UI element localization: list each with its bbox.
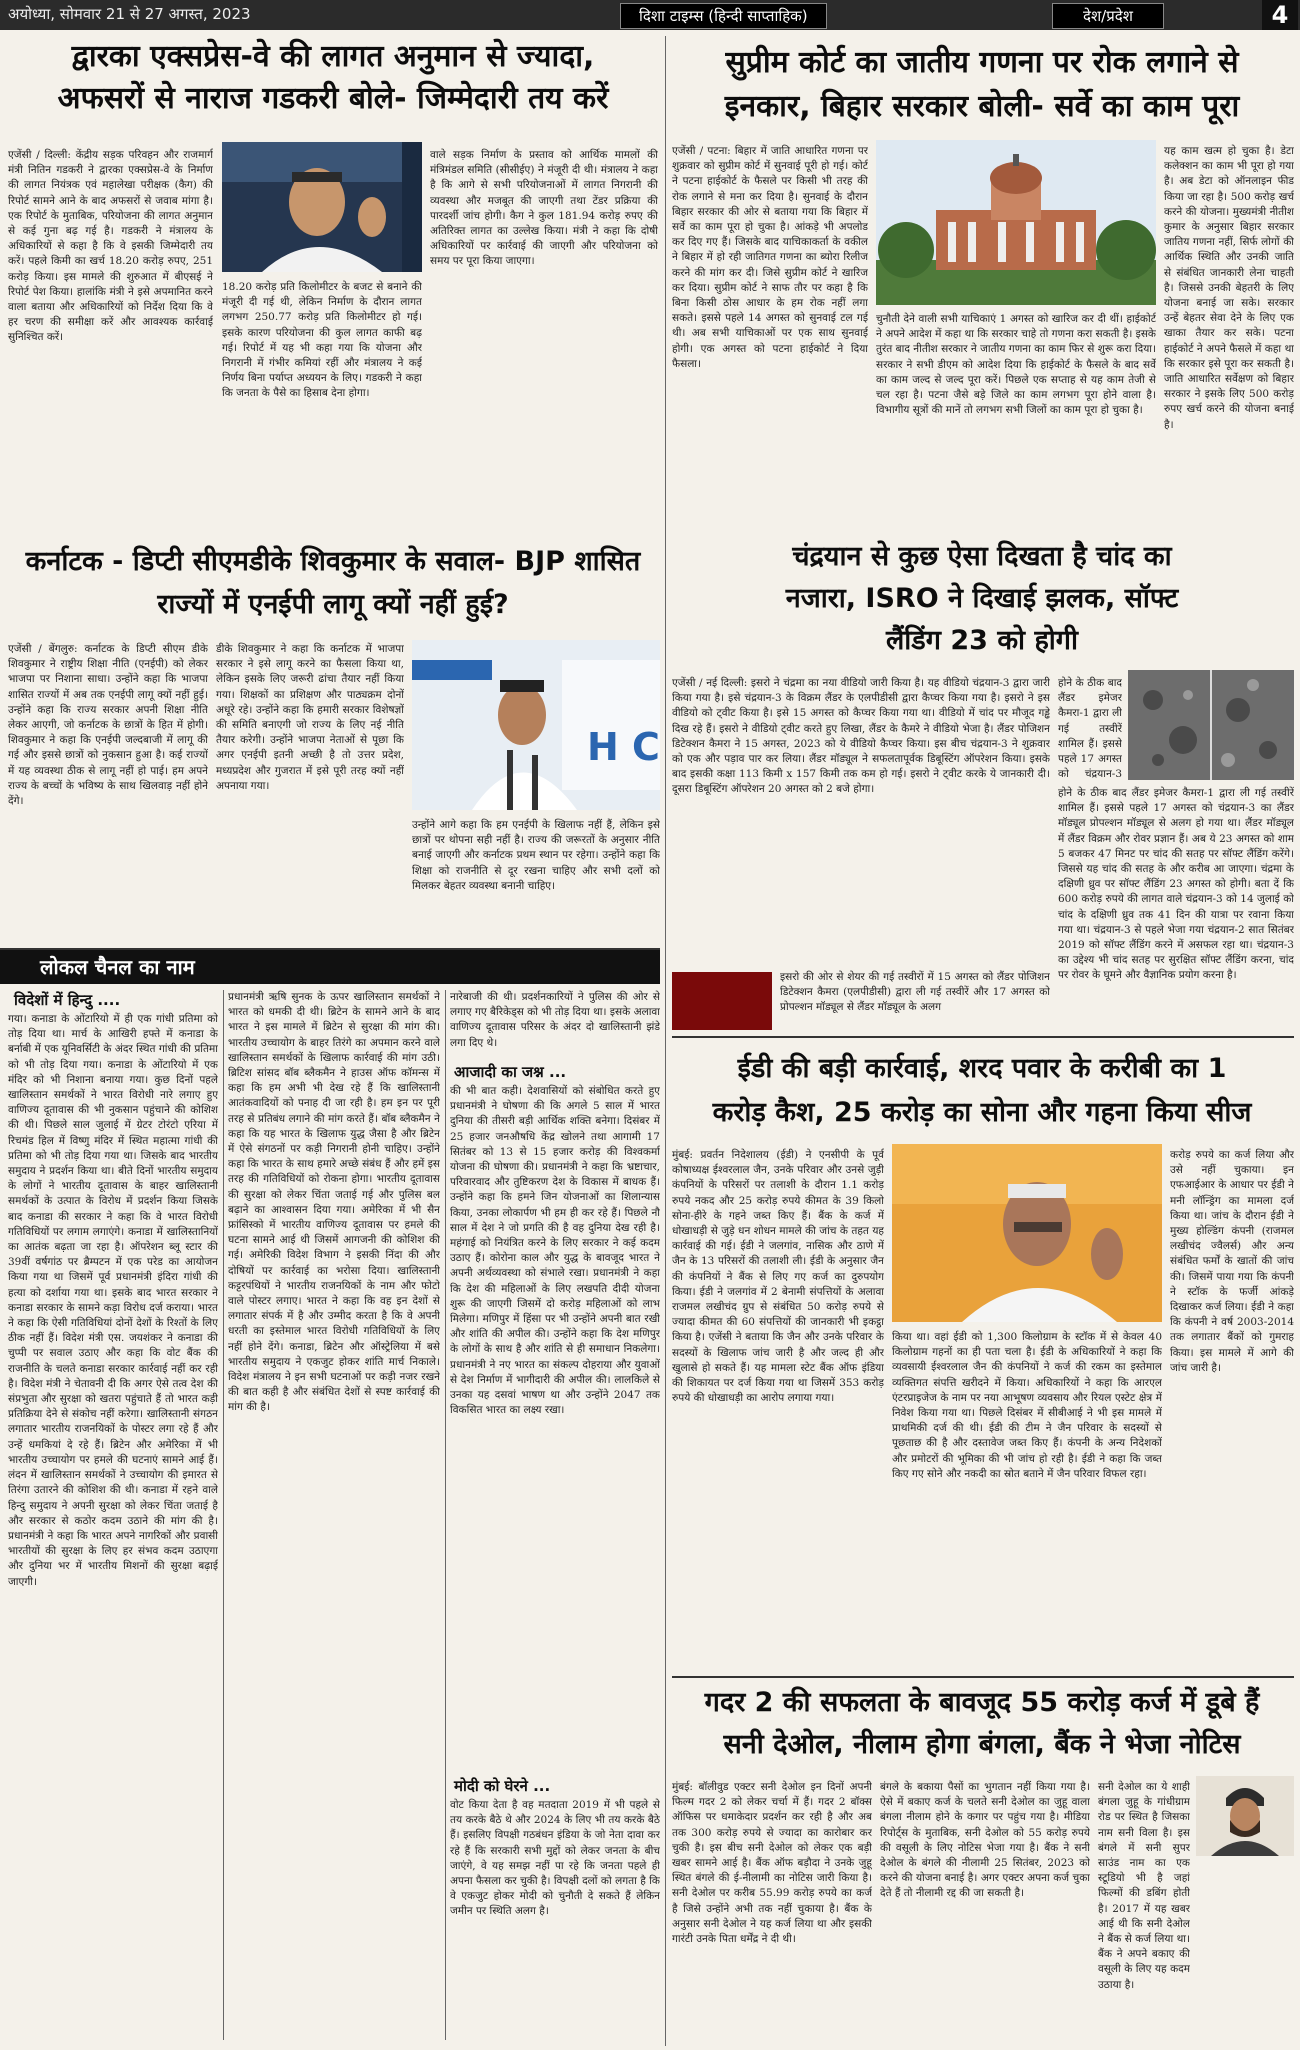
karnataka-body-col2: डीके शिवकुमार ने कहा कि कर्नाटक में भाजपा सरकार ने इसे लागू करने का फैसला किया था, लेकिन इसके लिए जरूरी ढांचा तैयार नहीं किया गया। शिक्षकों का प्रशिक्षण और पाठ्यक्रम दोनों अधूरे रहे। उन्होंने कहा कि हमारी सरकार विशेषज्ञों की समिति बनाएगी जो राज्य के लिए नई नीति तैयार करेगी। उन्होंने भाजपा नेताओं से पूछा कि अगर एनईपी इतनी अच्छी है तो उत्तर प्रदेश, मध्यप्रदेश और गुजरात में इसे पूरी तरह क्यों नहीं अपनाया गया। <box>216 643 404 792</box>
masthead-section: देश/प्रदेश <box>1052 3 1164 29</box>
dwarka-headline-line2: अफसरों से नाराज गडकरी बोले- जिम्मेदारी तय करें <box>57 81 609 116</box>
azadi-subhead: आजादी का जश्न ... <box>454 1063 567 1081</box>
ed-body-col1: मुंबई: प्रवर्तन निदेशालय (ईडी) ने एनसीपी के पूर्व कोषाध्यक्ष ईश्वरलाल जैन, उनके परिवार और उनसे जुड़ी कंपनियों के परिसरों पर तलाशी के दौरान 1.1 करोड़ रुपये नकद और 25 करोड़ रुपये कीमत के 39 किलो सोना-हीरे के गहने जब्त किए हैं। बैंक के कर्ज में धोखाधड़ी से जुड़े धन शोधन मामले की जांच के तहत यह कार्रवाई की गई। ईडी ने जलगांव, नासिक और ठाणे में जैन के 13 परिसरों की तलाशी ली। ईडी के अनुसार जैन की कंपनियों ने बैंक से लिए गए कर्ज का दुरुपयोग किया। ईडी ने जलगांव में 2 बेनामी संपत्तियों के अलावा राजमल लखीचंद ग्रुप से संबंधित 50 करोड़ रुपये से ज्यादा कीमत की 60 संपत्तियों की जानकारी भी इकट्ठा किया है। एजेंसी ने बताया कि जैन और उनके परिवार के सदस्यों के खिलाफ जांच जारी है और जल्द ही और खुलासे हो सकते हैं। यह मामला स्टेट बैंक ऑफ इंडिया की शिकायत पर दर्ज किया गया था जिसमें 353 करोड़ रुपये की धोखाधड़ी का आरोप लगाया गया। <box>672 1149 884 1405</box>
masthead-paper-name: दिशा टाइम्स (हिन्दी साप्ताहिक) <box>620 3 827 29</box>
karnataka-body-col3: उन्होंने आगे कहा कि हम एनईपी के खिलाफ नहीं हैं, लेकिन इसे छात्रों पर थोपना सही नहीं है। राज्य की जरूरतों के अनुसार नीति बनाई जाएगी और कर्नाटक प्रथम स्थान पर रहेगा। उन्होंने कहा कि शिक्षा को राजनीति से दूर रखना चाहिए और सभी दलों को मिलकर बेहतर व्यवस्था बनानी चाहिए। <box>412 819 660 892</box>
sunny-body-col2: बंगले के बकाया पैसों का भुगतान नहीं किया गया है। ऐसे में बकाए कर्ज के चलते सनी देओल का जुहू वाला बंगला नीलाम होने के कगार पर पहुंच गया है। मीडिया रिपोर्ट्स के मुताबिक, सनी देओल को 55 करोड़ रुपये की वसूली के लिए नोटिस भेजा गया है। बैंक ने सनी देओल के बंगले की नीलामी 25 सितंबर, 2023 को करने की योजना बनाई है। अगर एक्टर अपना कर्ज चुका देते हैं तो नीलामी रद्द की जा सकती है। <box>880 1781 1090 1900</box>
azadi-body: की भी बात कही। देशवासियों को संबोधित करते हुए प्रधानमंत्री ने घोषणा की कि अगले 5 साल में भारत दुनिया की तीसरी बड़ी आर्थिक शक्ति बनेगा। दिसंबर में 25 हजार जनऔषधि केंद्र खोलने तथा आगामी 17 सितंबर को 13 से 15 हजार करोड़ की विश्वकर्मा योजना की घोषणा की। प्रधानमंत्री ने कहा कि भ्रष्टाचार, परिवारवाद और तुष्टिकरण देश के विकास में बाधक हैं। उन्होंने कहा कि हमने जिन योजनाओं का शिलान्यास किया, उनका लोकार्पण भी हम ही कर रहे हैं। पिछले नौ साल में देश ने जो प्रगति की है वह दुनिया देख रही है। महंगाई को नियंत्रित करने के लिए सरकार ने कई कदम उठाए हैं। कोरोना काल और युद्ध के बावजूद भारत ने अपनी अर्थव्यवस्था को संभाले रखा। प्रधानमंत्री ने कहा कि देश की महिलाओं के लिए लखपति दीदी योजना शुरू की जाएगी जिसमें दो करोड़ महिलाओं को लाभ मिलेगा। मणिपुर में हिंसा पर भी उन्होंने अपनी बात रखी और शांति की अपील की। उन्होंने कहा कि देश मणिपुर के लोगों के साथ है और शांति से ही समाधान निकलेगा। प्रधानमंत्री ने नए भारत का संकल्प दोहराया और युवाओं से देश निर्माण में भागीदारी की अपील की। लालकिले से उनका यह दसवां भाषण था और उन्होंने 2047 तक विकसित भारत का लक्ष्य रखा। <box>450 1085 660 1417</box>
modi-body: वोट किया देता है वह मतदाता 2019 में भी पहले से तय करके बैठे थे और 2024 के लिए भी तय करके बैठे हैं। इसलिए विपक्षी गठबंधन इंडिया के जो नेता दावा कर रहे हैं कि सरकारी सभी मुद्दों को लेकर जनता के बीच जाएंगे, वे यह समझ नहीं पा रहे कि जनता पहले ही अपना फैसला कर चुकी है। विपक्षी दलों को लगता है कि वे एकजुट होकर मोदी को चुनौती दे सकते हैं लेकिन जमीन पर स्थिति अलग है। <box>450 1799 660 1918</box>
dwarka-body-col1: एजेंसी / दिल्ली: केंद्रीय सड़क परिवहन और राजमार्ग मंत्री नितिन गडकरी ने द्वारका एक्सप्रेस-वे के निर्माण की लागत नियंत्रक एवं महालेखा परीक्षक (कैग) की रिपोर्ट सामने आने के बाद अफसरों से जवाब मांगा है। एक रिपोर्ट के मुताबिक, परियोजना की लागत अनुमान से कई गुना बढ़ गई है। गडकरी ने मंत्रालय के अधिकारियों से कहा है कि वे इसकी जिम्मेदारी तय करें। पहले किमी का खर्च 18.20 करोड़ रुपए, 251 करोड़ किया। इस मामले की शुरुआत में बीएसई ने रिपोर्ट पेश किया। हालांकि मंत्री ने इसे अपमानित करने वाला बताया और अधिकारियों को निर्देश दिया कि वे हर चरण की समीक्षा करें और आवश्यक कार्रवाई सुनिश्चित करें। <box>8 149 213 344</box>
dwarka-body-col3: वाले सड़क निर्माण के प्रस्ताव को आर्थिक मामलों की मंत्रिमंडल समिति (सीसीईए) ने मंजूरी दी थी। मंत्रालय ने कहा है कि आगे से सभी परियोजनाओं में लागत निगरानी की व्यवस्था और मजबूत की जाएगी तथा टेंडर प्रक्रिया की पारदर्शी जांच होगी। कैग ने कुल 181.94 करोड़ रुपए की अतिरिक्त लागत का उल्लेख किया। मंत्री ने कहा कि दोषी अधिकारियों पर कार्रवाई की जाएगी और परियोजना को समय पर पूरा किया जाएगा। <box>430 149 658 268</box>
khalistan-body-col3: नारेबाजी की थी। प्रदर्शनकारियों ने पुलिस की ओर से लगाए गए बैरिकेड्स को भी तोड़ दिया था। इसके अलावा वाणिज्य दूतावास परिसर के अंदर दो खालिस्तानी झंडे लगा दिए थे। <box>450 991 660 1049</box>
sc-headline-line1: सुप्रीम कोर्ट का जातीय गणना पर रोक लगाने से <box>725 45 1239 80</box>
dwarka-headline-line1: द्वारका एक्सप्रेस-वे की लागत अनुमान से ज्यादा, <box>71 39 595 74</box>
svg-text:H C: H C <box>587 725 660 769</box>
sunny-headline-line2: सनी देओल, नीलाम होगा बंगला, बैंक ने भेजा नोटिस <box>723 1729 1241 1760</box>
ed-headline-line2: करोड़ कैश, 25 करोड़ का सोना और गहना किया सीज <box>712 1097 1252 1128</box>
ed-pawar-photo <box>892 1144 1162 1322</box>
column-divider <box>665 36 666 2046</box>
sc-court-photo <box>876 140 1156 305</box>
karnataka-headline-line2: राज्यों में एनईपी लागू क्यों नहीं हुई? <box>157 589 509 620</box>
advert-block <box>672 972 772 1030</box>
chandrayaan-headline-line3: लैंडिंग 23 को होगी <box>886 625 1078 656</box>
column-divider <box>445 990 446 2040</box>
dwarka-body-col2: 18.20 करोड़ प्रति किलोमीटर के बजट से बनाने की मंजूरी दी गई थी, लेकिन निर्माण के दौरान लागत लगभग 250.77 करोड़ प्रति किलोमीटर हो गई। इसके कारण परियोजना की कुल लागत काफी बढ़ गई। रिपोर्ट में यह भी कहा गया कि योजना और निगरानी में गंभीर कमियां रहीं और मंत्रालय ने कई निर्णय बिना पर्याप्त अध्ययन के लिए। गडकरी ने कहा कि जनता के पैसे का हिसाब देना होगा। <box>222 281 422 400</box>
chandrayaan-body-col1: एजेंसी / नई दिल्ली: इसरो ने चंद्रमा का नया वीडियो जारी किया है। यह वीडियो चंद्रयान-3 द्वारा जारी किया गया है। इसे चंद्रयान-3 के विक्रम लैंडर के एलपीडीसी द्वारा कैप्चर किया गया है। इसरो ने इस वीडियो को ट्वीट किया है। इसे 15 अगस्त को कैप्चर किया गया था। वीडियो में चांद पर मौजूद गड्ढे दिख रहे हैं। इसरो ने वीडियो ट्वीट करते हुए लिखा, लैंडर के कैमरे ने वीडियो भेजा है। लैंडर पोजिशन डिटेक्शन कैमरा ने 15 अगस्त, 2023 को ये वीडियो कैप्चर किया। इस बीच चंद्रयान-3 ने शुक्रवार को एक और पड़ाव पार कर लिया। लैंडर मॉड्यूल ने सफलतापूर्वक डिबूस्टिंग ऑपरेशन किया। इसके बाद इसकी कक्षा 113 किमी x 157 किमी तक कम हो गई। इसरो ने ट्वीट करके ये जानकारी दी। दूसरा डिबूस्टिंग ऑपरेशन 20 अगस्त को 2 बजे होगा। <box>672 677 1050 796</box>
sunny-body-col3: सनी देओल का ये शाही बंगला जुहू के गांधीग्राम रोड पर स्थित है जिसका नाम सनी विला है। इस बंगले में सनी सुपर साउंड नाम का एक स्टूडियो भी है जहां फिल्मों की डबिंग होती है। 2017 में यह खबर आई थी कि सनी देओल ने बैंक से कर्ज लिया था। बैंक ने अपने बकाए की वसूली के लिए यह कदम उठाया है। <box>1098 1781 1190 1991</box>
chandrayaan-headline-line1: चंद्रयान से कुछ ऐसा दिखता है चांद का <box>792 541 1172 572</box>
section-bar: लोकल चैनल का नाम <box>0 950 660 984</box>
sc-body-col2: चुनौती देने वाली सभी याचिकाएं 1 अगस्त को खारिज कर दी थीं। हाईकोर्ट ने अपने आदेश में कहा था कि सरकार चाहे तो गणना करा सकती है। इसके तुरंत बाद नीतीश सरकार ने जातीय गणना का काम फिर से शुरू करा दिया। सरकार ने सभी डीएम को आदेश दिया कि हाईकोर्ट के फैसले के बाद सर्वे का काम जल्द से जल्द पूरा करें। पिछले एक सप्ताह से यह काम तेजी से चल रहा है। पटना जैसे बड़े जिले का काम लगभग पूरा होने वाला है। विभागीय सूत्रों की मानें तो लगभग सभी जिलों का काम पूरा हो चुका है। <box>876 313 1156 417</box>
section-rule <box>672 1036 1294 1038</box>
sc-body-col1: एजेंसी / पटना: बिहार में जाति आधारित गणना पर शुक्रवार को सुप्रीम कोर्ट में सुनवाई पूरी हो गई। कोर्ट ने पटना हाईकोर्ट के फैसले पर किसी भी तरह की रोक लगाने से मना कर दिया है। सुनवाई के दौरान बिहार सरकार की ओर से बताया गया कि बिहार में सर्वे का काम पूरा हो चुका है। आंकड़े भी अपलोड कर दिए गए हैं। जिसके बाद याचिकाकर्ता के वकील ने बिहार में हो रही जातिगत गणना का ब्योरा रिलीज करने की मांग कर दी। जिसे सुप्रीम कोर्ट ने खारिज कर दिया। सुप्रीम कोर्ट ने साफ तौर पर कहा है कि बिना किसी ठोस आधार के हम रोक नहीं लगा सकते। इससे पहले 14 अगस्त को सुनवाई टल गई थी। अब सभी याचिकाओं पर एक साथ सुनवाई होगी। एक अगस्त को पटना हाईकोर्ट ने दिया फैसला। <box>672 145 868 370</box>
sunny-deol-photo <box>1196 1776 1294 1856</box>
page-number: 4 <box>1262 0 1298 30</box>
ed-body-col2: किया था। वहां ईडी को 1,300 किलोग्राम के स्टॉक में से केवल 40 किलोग्राम गहनों का ही पता चला है। ईडी के अधिकारियों ने कहा कि व्यवसायी ईश्वरलाल जैन की कंपनियों ने कर्ज की रकम का इस्तेमाल व्यक्तिगत संपत्ति खरीदने में किया। अधिकारियों ने कहा कि आरएल एंटरप्राइजेज के नाम पर नया आभूषण व्यवसाय और रियल एस्टेट क्षेत्र में निवेश किया गया था। पिछले दिसंबर में सीबीआई ने भी इस मामले में प्राथमिकी दर्ज की थी। ईडी की टीम ने जैन परिवार के सदस्यों से पूछताछ की है और दस्तावेज जब्त किए हैं। कंपनी के अन्य निदेशकों और प्रमोटरों की भूमिका की भी जांच हो रही है। ईडी ने कहा कि जब्त किए गए सोने और नकदी का स्रोत बताने में जैन परिवार विफल रहा। <box>892 1331 1162 1480</box>
khalistan-body-col1: गया। कनाडा के ओंटारियो में ही एक गांधी प्रतिमा को तोड़ दिया था। मार्च के आखिरी हफ्ते में कनाडा के बर्नाबी में एक यूनिवर्सिटी के अंदर स्थित गांधी की प्रतिमा को भी तोड़ दिया गया। कनाडा के ओंटारियो में एक मंदिर को भी निशाना बनाया गया। कुछ दिनों पहले खालिस्तान समर्थकों ने भारत विरोधी नारे लगाए हुए वाणिज्य दूतावास की भी नुकसान पहुंचाने की कोशिश की थी। पिछले साल जुलाई में ग्रेटर टोरंटो एरिया में रिचमंड हिल में विष्णु मंदिर में स्थित महात्मा गांधी की प्रतिमा को भी तोड़ दिया गया था। जिसके बाद भारतीय समुदाय ने प्रदर्शन किया था। बीते दिनों भारतीय समुदाय के लोगों ने भारतीय दूतावास के बाहर खालिस्तानी समर्थकों के उत्पात के विरोध में प्रदर्शन किया जिसके बाद कनाडा की सरकार ने कहा कि वे भारत विरोधी गतिविधियों पर लगाम लगाएंगे। कनाडा में खालिस्तानियों का आतंक बढ़ता जा रहा है। ऑपरेशन ब्लू स्टार की 39वीं वर्षगांठ पर ब्रैम्पटन में एक परेड का आयोजन किया गया था जिसमें पूर्व प्रधानमंत्री इंदिरा गांधी की हत्या को दर्शाया गया था। इसके बाद भारत सरकार ने कनाडा सरकार के सामने कड़ा विरोध दर्ज कराया। भारत ने कहा कि ऐसी गतिविधियां दोनों देशों के रिश्तों के लिए ठीक नहीं हैं। विदेश मंत्री एस. जयशंकर ने कनाडा की चुप्पी पर सवाल उठाए और कहा कि वोट बैंक की राजनीति के चलते कनाडा सरकार कार्रवाई नहीं कर रही है। विदेश मंत्री ने चेतावनी दी कि अगर ऐसे तत्व देश की संप्रभुता और सुरक्षा को खतरा पहुंचाते हैं तो भारत कड़ी प्रतिक्रिया देने से संकोच नहीं करेगा। खालिस्तानी संगठन लगातार भारतीय राजनयिकों के पोस्टर लगा रहे हैं और उन्हें धमकियां दे रहे हैं। ब्रिटेन और अमेरिका में भी भारतीय उच्चायोग पर हमले की घटनाएं सामने आई हैं। लंदन में खालिस्तान समर्थकों ने उच्चायोग की इमारत से तिरंगा उतारने की कोशिश की थी। कनाडा में रहने वाले हिन्दु समुदाय ने अपनी सुरक्षा को लेकर चिंता जताई है और सरकार से कठोर कदम उठाने की मांग की है। प्रधानमंत्री ने कहा कि भारत अपने नागरिकों और प्रवासी भारतीयों की सुरक्षा के लिए हर संभव कदम उठाएगा और दुनिया भर में भारतीय मिशनों की सुरक्षा बढ़ाई जाएगी। <box>8 1013 218 1588</box>
chandrayaan-body-col3: इसरो की ओर से शेयर की गई तस्वीरों में 15 अगस्त को लैंडर पोजिशन डिटेक्शन कैमरा (एलपीडीसी) द्वारा ली गई तस्वीरें और 17 अगस्त को प्रोपल्शन मॉड्यूल से लैंडर मॉड्यूल के अलग <box>780 971 1050 1014</box>
dwarka-gadkari-photo <box>222 142 422 272</box>
sc-headline-line2: इनकार, बिहार सरकार बोली- सर्वे का काम पूरा <box>724 89 1240 124</box>
karnataka-shivakumar-photo <box>412 640 660 810</box>
karnataka-body-col1: एजेंसी / बेंगलुरु: कर्नाटक के डिप्टी सीएम डीके शिवकुमार ने राष्ट्रीय शिक्षा नीति (एनईपी) को लेकर भाजपा पर निशाना साधा। उन्होंने कहा कि भाजपा शासित राज्यों में अब तक एनईपी लागू क्यों नहीं हुई। उन्होंने कहा कि राज्य सरकार अपनी शिक्षा नीति लेकर आएगी, जो कर्नाटक के छात्रों के हित में होगी। शिवकुमार ने कहा कि एनईपी जल्दबाजी में लागू की गई और इससे छात्रों को नुकसान हुआ है। कई राज्यों में यह व्यवस्था ठीक से लागू नहीं हो पाई। हम अपने राज्य के बच्चों के भविष्य के साथ खिलवाड़ नहीं होने देंगे। <box>8 643 208 808</box>
column-divider <box>223 990 224 2040</box>
sc-body-col3: यह काम खत्म हो चुका है। डेटा कलेक्शन का काम भी पूरा हो गया है। अब डेटा को ऑनलाइन फीड किया जा रहा है। 500 करोड़ खर्च करने की योजना। मुख्यमंत्री नीतीश कुमार के अनुसार बिहार सरकार जातिय गणना नहीं, सिर्फ लोगों की आर्थिक स्थिति और उनकी जाति से संबंधित जानकारी लेना चाहती है। जिससे उनकी बेहतरी के लिए योजना बनाई जा सके। सरकार उन्हें बेहतर सेवा देने के लिए एक खाका तैयार कर सके। पटना हाईकोर्ट ने अपने फैसले में कहा था कि सरकार इसे पूरा कर सकती है। जाति आधारित सर्वेक्षण को बिहार सरकार ने इसके लिए 500 करोड़ रुपए खर्च करने की योजना बनाई है। <box>1164 145 1294 431</box>
khalistan-body-col2: प्रधानमंत्री ऋषि सुनक के ऊपर खालिस्तान समर्थकों ने भारत को धमकी दी थी। ब्रिटेन के सामने आने के बाद भारत ने इस मामले में ब्रिटेन से सुरक्षा की मांग की। भारतीय उच्चायोग के बाहर तिरंगे का अपमान करने वाले खालिस्तान समर्थकों के खिलाफ कार्रवाई की मांग उठी। ब्रिटिश सांसद बॉब ब्लैकमैन ने हाउस ऑफ कॉमन्स में कहा कि हम अभी भी देख रहे हैं कि खालिस्तानी आतंकवादियों को पनाह दी जा रही है। हम इन पर पूरी तरह से प्रतिबंध लगाने की मांग करते हैं। बॉब ब्लैकमैन ने कहा कि यह भारत के खिलाफ युद्ध जैसा है और ब्रिटेन में ऐसे संगठनों पर कड़ी निगरानी होनी चाहिए। उन्होंने कहा कि भारत के साथ हमारे अच्छे संबंध हैं और हमें इस तरह की गतिविधियों को रोकना होगा। भारतीय दूतावास की सुरक्षा को लेकर चिंता जताई गई और पुलिस बल बढ़ाने का आश्वासन दिया गया। अमेरिका में भी सैन फ्रांसिस्को में भारतीय वाणिज्य दूतावास पर हमले की घटना सामने आई थी जिसमें आगजनी की कोशिश की गई। अमेरिकी विदेश विभाग ने इसकी निंदा की और दोषियों पर कार्रवाई का भरोसा दिया। खालिस्तानी कट्टरपंथियों ने भारतीय राजनयिकों के नाम और फोटो वाले पोस्टर लगाए। भारत ने कहा कि वह इन देशों से लगातार संपर्क में है और उम्मीद करता है कि वे अपनी धरती का इस्तेमाल भारत विरोधी गतिविधियों के लिए नहीं होने देंगे। कनाडा, ब्रिटेन और ऑस्ट्रेलिया में बसे भारतीय समुदाय ने एकजुट होकर शांति मार्च निकाले। विदेश मंत्रालय ने इन सभी घटनाओं पर कड़ी नजर रखने की बात कही है और संबंधित देशों से स्पष्ट कार्रवाई की मांग की है। <box>228 991 440 1414</box>
modi-subhead: मोदी को घेरने ... <box>454 1777 551 1795</box>
chandrayaan-body-col2-top: होने के ठीक बाद लैंडर इमेजर कैमरा-1 द्वारा ली गई तस्वीरें शामिल हैं। इससे पहले 17 अगस्त को चंद्रयान-3 <box>1058 677 1122 781</box>
ed-headline-line1: ईडी की बड़ी कार्रवाई, शरद पवार के करीबी का 1 <box>737 1053 1227 1084</box>
ed-body-col3: करोड़ रुपये का कर्ज लिया और उसे नहीं चुकाया। इन एफआईआर के आधार पर ईडी ने मनी लॉन्ड्रिंग का मामला दर्ज किया था। जांच के दौरान ईडी ने मुख्य होल्डिंग कंपनी (राजमल लखीचंद ज्वैलर्स) और अन्य संबंधित फर्मों के खातों की जांच की। जिसमें पाया गया कि कंपनी ने स्टॉक के फर्जी आंकड़े दिखाकर कर्ज लिया। ईडी ने कहा कि कंपनी ने वर्ष 2003-2014 तक लगातार बैंकों को गुमराह किया। इस मामले में आगे की जांच जारी है। <box>1170 1149 1294 1374</box>
section-rule <box>672 1676 1294 1678</box>
sunny-body-col1: मुंबई: बॉलीवुड एक्टर सनी देओल इन दिनों अपनी फिल्म गदर 2 को लेकर चर्चा में हैं। गदर 2 बॉक्स ऑफिस पर धमाकेदार प्रदर्शन कर रही है और अब तक 300 करोड़ रुपये से ज्यादा का कारोबार कर चुकी है। इस बीच सनी देओल को लेकर एक बड़ी खबर सामने आई है। बैंक ऑफ बड़ौदा ने उनके जुहू स्थित बंगले की ई-नीलामी का नोटिस जारी किया है। सनी देओल पर करीब 55.99 करोड़ रुपये का कर्ज है जिसे उन्होंने अभी तक नहीं चुकाया है। बैंक के अनुसार सनी देओल ने यह कर्ज लिया था और इसकी गारंटी उनके पिता धर्मेंद्र ने दी थी। <box>672 1781 872 1946</box>
chandrayaan-body-col2: होने के ठीक बाद लैंडर इमेजर कैमरा-1 द्वारा ली गई तस्वीरें शामिल हैं। इससे पहले 17 अगस्त को चंद्रयान-3 का लैंडर मॉड्यूल प्रोपल्शन मॉड्यूल से अलग हो गया था। लैंडर मॉड्यूल में लैंडर विक्रम और रोवर प्रज्ञान हैं। अब ये 23 अगस्त को शाम 5 बजकर 47 मिनट पर चांद की सतह पर सॉफ्ट लैंडिंग करेंगे। जिससे यह चांद की सतह के और करीब आ जाएगा। चंद्रमा के दक्षिणी ध्रुव पर सॉफ्ट लैंडिंग 23 अगस्त को होगी। बता दें कि 600 करोड़ रुपये की लागत वाले चंद्रयान-3 को 14 जुलाई को चांद के दक्षिणी ध्रुव तक 41 दिन की यात्रा पर रवाना किया गया था। चंद्रयान-3 से पहले भेजा गया चंद्रयान-2 सात सितंबर 2019 को सॉफ्ट लैंडिंग करने में असफल रहा था। चंद्रयान-3 का उद्देश्य भी चांद सतह पर सुरक्षित सॉफ्ट लैंडिंग करना, चांद पर रोवर के घूमने और वैज्ञानिक प्रयोग करना है। <box>1058 787 1294 982</box>
masthead-date: अयोध्या, सोमवार 21 से 27 अगस्त, 2023 <box>8 5 251 23</box>
chandrayaan-headline-line2: नजारा, ISRO ने दिखाई झलक, सॉफ्ट <box>785 583 1179 614</box>
sunny-headline-line1: गदर 2 की सफलता के बावजूद 55 करोड़ कर्ज में डूबे हैं <box>704 1687 1260 1718</box>
karnataka-headline-line1: कर्नाटक - डिप्टी सीएमडीके शिवकुमार के सवाल- BJP शासित <box>25 546 641 577</box>
chandrayaan-moon-photo <box>1128 670 1294 780</box>
khalistan-subhead: विदेशों में हिन्दु .... <box>14 991 121 1009</box>
